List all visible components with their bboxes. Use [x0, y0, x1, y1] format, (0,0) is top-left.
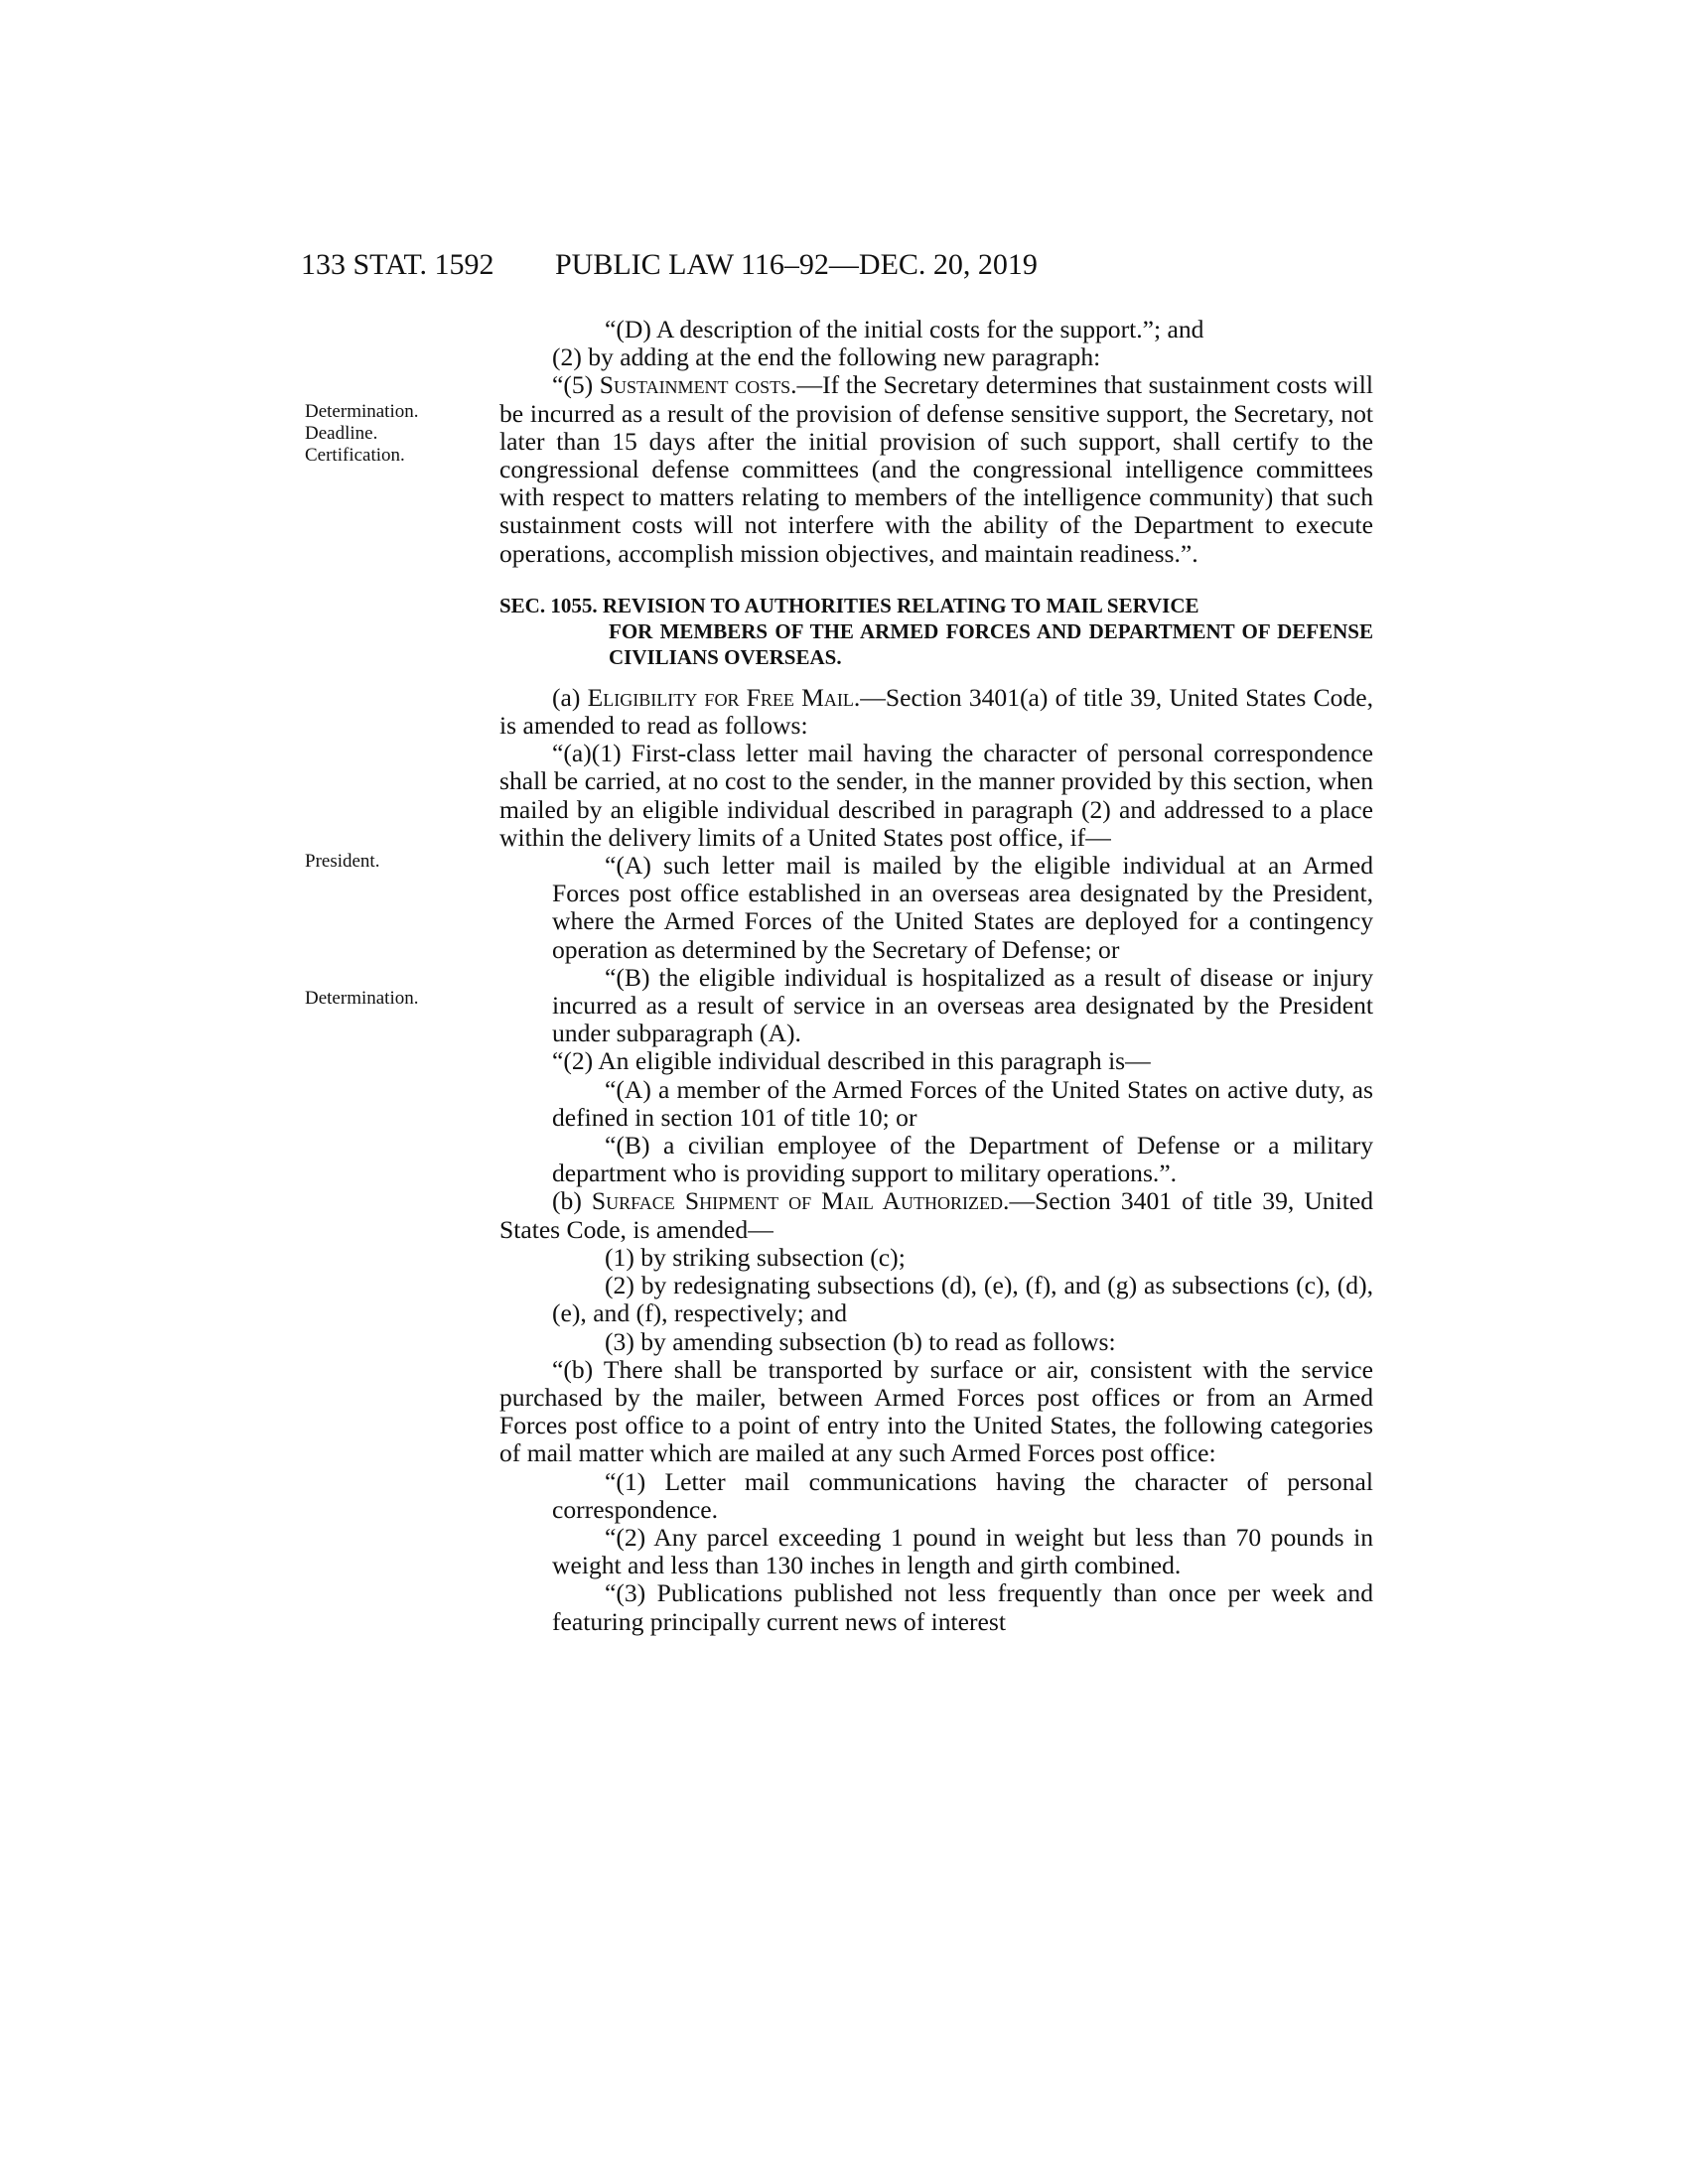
subparagraph-a1A: “(A) such letter mail is mailed by the eligible individual at an Armed Forces post office established in an overseas area designated by the President, where the Armed Forces of the United States are deployed for a contingency operation as determined by the Secretary of Defense; or [552, 851, 1373, 964]
paragraph-a1: “(a)(1) First-class letter mail having the character of personal correspondence shall be carried, at no cost to the sender, in the manner provided by this section, when mailed by an eligible individual described in paragraph (2) and addressed to a place within the delivery limits of a United States post office, if— [499, 739, 1373, 852]
subparagraph-a1B: “(B) the eligible individual is hospitalized as a result of disease or injury incurred as a result of service in an overseas area designated by the President under subparagraph (A). [552, 962, 1373, 1048]
paragraph-5-sustainment-costs [499, 371, 1373, 567]
running-title: PUBLIC LAW 116–92—DEC. 20, 2019 [555, 248, 1038, 281]
paragraph-text: —If the Secretary determines that sustainment costs will be incurred as a result of the provision of defense sensitive support, the Secretary, not later than 15 days after the initial provision of such support, shall certify to the congressional defense committees (and the congressional intelligence committees with respect to matters relating to members of the intelligence community) that such sustainment costs will not interfere with the ability of the Department to execute operations, accomplish mission objectives, and maintain readiness.”. [499, 370, 1373, 568]
margin-note-determination-deadline-certification [305, 401, 419, 467]
amended-subsection-b: “(b) There shall be transported by surface or air, consistent with the service purchased by the mailer, between Armed Forces post offices or from an Armed Forces post office to a point of entry into the United States, the following categories of mail matter which are mailed at any such Armed Forces post office: [499, 1354, 1373, 1468]
margin-note-president: President. [305, 851, 380, 872]
amended-b-3: “(3) Publications published not less frequently than once per week and featuring principally current news of interest [552, 1578, 1373, 1636]
paragraph-heading: “(5) Sustainment costs. [552, 370, 797, 400]
margin-note-line: Determination. [305, 401, 419, 422]
paragraph-d-initial-costs: “(D) A description of the initial costs for the support.”; and [605, 315, 1204, 343]
section-heading-line1: SEC. 1055. REVISION TO AUTHORITIES RELATING TO MAIL SERVICE [499, 593, 1199, 617]
subsection-text: —Section 3401(a) of title 39, United States Code, is amended to read as follows: [499, 682, 1374, 741]
subsection-heading: Surface Shipment of Mail Authorized. [591, 1186, 1010, 1216]
amended-b-1: “(1) Letter mail communications having the character of personal correspondence. [552, 1466, 1373, 1524]
page-header [301, 248, 1375, 288]
paragraph-b1: (1) by striking subsection (c); [605, 1242, 906, 1272]
margin-note-line: Certification. [305, 445, 405, 466]
paragraph-a2: “(2) An eligible individual described in this paragraph is— [552, 1046, 1151, 1076]
margin-note-line: Deadline. [305, 423, 378, 444]
statute-body [499, 316, 1373, 1636]
subparagraph-a2B: “(B) a civilian employee of the Department of Defense or a military department who is providing support to military operations.”. [552, 1131, 1373, 1188]
subsection-label: (a) [552, 682, 588, 712]
margin-note-determination: Determination. [305, 988, 419, 1009]
paragraph-b2: (2) by redesignating subsections (d), (e), (f), and (g) as subsections (c), (d), (e), and (f), respectively; and [552, 1271, 1373, 1328]
stat-reference: 133 STAT. 1592 [301, 248, 494, 281]
section-heading-1055 [499, 593, 1373, 670]
amended-b-2: “(2) Any parcel exceeding 1 pound in weight but less than 70 pounds in weight and less than 130 inches in length and girth combined. [552, 1522, 1373, 1580]
subsection-b-surface-shipment [499, 1187, 1373, 1243]
subsection-label: (b) [552, 1186, 592, 1216]
paragraph-b3: (3) by amending subsection (b) to read as follows: [605, 1326, 1116, 1356]
section-heading-rest: FOR MEMBERS OF THE ARMED FORCES AND DEPARTMENT OF DEFENSE CIVILIANS OVERSEAS. [609, 618, 1373, 669]
paragraph-2-adding: (2) by adding at the end the following new paragraph: [552, 342, 1101, 372]
subsection-a-eligibility [499, 684, 1373, 740]
subsection-heading: Eligibility for Free Mail. [587, 682, 861, 712]
subparagraph-a2A: “(A) a member of the Armed Forces of the United States on active duty, as defined in section 101 of title 10; or [552, 1074, 1373, 1132]
subsection-text: —Section 3401 of title 39, United States Code, is amended— [499, 1186, 1373, 1244]
